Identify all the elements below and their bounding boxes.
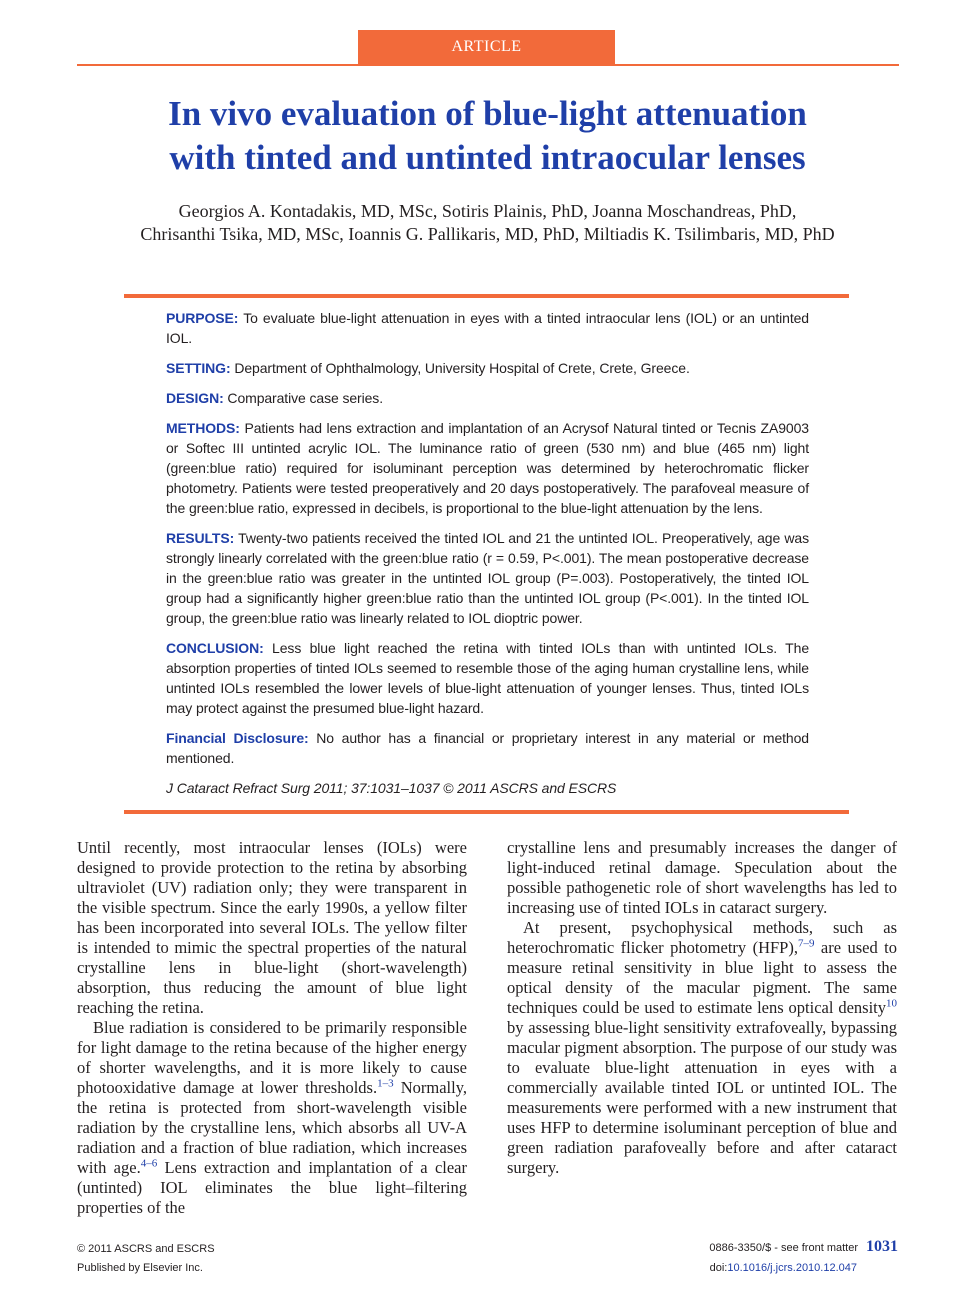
text-run: At present, psychophysical methods, such as heterochromatic flicker photometry (HFP),: [507, 918, 897, 957]
design-label: DESIGN:: [166, 390, 224, 406]
setting-text: Department of Ophthalmology, University Hospital of Crete, Crete, Greece.: [230, 360, 690, 376]
abstract-results: [166, 528, 809, 628]
journal-citation: J Cataract Refract Surg 2011; 37:1031–1037 © 2011 ASCRS and ESCRS: [166, 780, 617, 796]
abstract-design: [166, 388, 809, 408]
article-title: [60, 92, 915, 180]
abstract-disclosure: [166, 728, 809, 768]
body-paragraph: crystalline lens and presumably increases the danger of light-induced retinal damage. Speculation about the possible pathogenetic role of short wavelengths has led to increasing use of tinted IOLs in cataract surgery.: [507, 838, 897, 917]
body-paragraph: [507, 918, 897, 1178]
footer-issn: 0886-3350/$ - see front matter: [709, 1242, 858, 1254]
text-run: Blue radiation is considered to be primarily responsible for light damage to the retina because of the higher energy of shorter wavelengths, and it is more likely to cause photooxidative damage at lower thresholds.: [77, 1018, 467, 1097]
abstract-conclusion: [166, 638, 809, 718]
reference-link[interactable]: 7–9: [797, 937, 815, 950]
authors-line-2: Chrisanthi Tsika, MD, MSc, Ioannis G. Pallikaris, MD, PhD, Miltiadis K. Tsilimbaris, MD, PhD: [140, 224, 835, 244]
doi-link[interactable]: 10.1016/j.jcrs.2010.12.047: [727, 1262, 857, 1274]
footer-publisher: Published by Elsevier Inc.: [77, 1262, 203, 1274]
text-run: Lens extraction and implantation of a clear (untinted) IOL eliminates the blue light–filtering properties of the: [77, 1158, 467, 1217]
results-label: RESULTS:: [166, 530, 235, 546]
text-run: are used to measure retinal sensitivity in blue light to assess the optical density of the macular pigment. The same techniques could be used to estimate lens optical density: [507, 938, 897, 1017]
body-column-left: [77, 838, 467, 1218]
results-text: Twenty-two patients received the tinted IOL and 21 the untinted IOL. Preoperatively, age was strongly linearly correlated with the green:blue ratio (r = 0.59, P<.001). The mean postoperative decrease in the green:blue ratio was greater in the untinted IOL group (P=.003). Postoperatively, the tinted IOL group had a significantly higher green:blue ratio than the untinted IOL group (P<.001). In the tinted IOL group, the green:blue ratio was linearly related to IOL dioptric power.: [166, 530, 809, 626]
setting-label: SETTING:: [166, 360, 231, 376]
disclosure-label: Financial Disclosure:: [166, 730, 309, 746]
author-list: [60, 200, 915, 246]
body-paragraph: [77, 1018, 467, 1218]
article-type-banner: [0, 30, 975, 66]
conclusion-text: Less blue light reached the retina with tinted IOLs than with untinted IOLs. The absorption properties of tinted IOLs seemed to resemble those of the aging human crystalline lens, while untinted IOLs resembled the lower levels of blue-light attenuation of younger lenses. Thus, tinted IOLs may protect against the presumed blue-light hazard.: [166, 640, 809, 716]
doi-prefix: doi:: [709, 1262, 728, 1274]
text-run: Normally, the retina is protected from short-wavelength visible radiation by the crystalline lens, which absorbs all UV-A radiation and a fraction of blue radiation, which increases with age.: [77, 1078, 467, 1177]
conclusion-label: CONCLUSION:: [166, 640, 264, 656]
abstract-purpose: [166, 308, 809, 348]
abstract-methods: [166, 418, 809, 518]
purpose-label: PURPOSE:: [166, 310, 239, 326]
reference-link[interactable]: 1–3: [377, 1077, 394, 1090]
abstract-setting: [166, 358, 809, 378]
body-column-right: [507, 838, 897, 1178]
authors-line-1: Georgios A. Kontadakis, MD, MSc, Sotiris Plainis, PhD, Joanna Moschandreas, PhD,: [178, 201, 797, 221]
design-text: Comparative case series.: [223, 390, 383, 406]
header-rule: [77, 64, 899, 66]
purpose-text: To evaluate blue-light attenuation in eyes with a tinted intraocular lens (IOL) or an untinted IOL.: [166, 310, 809, 346]
footer-copyright: © 2011 ASCRS and ESCRS: [77, 1243, 215, 1255]
abstract-top-rule: [124, 294, 849, 298]
footer-issn-block: [709, 1238, 898, 1256]
text-run: by assessing blue-light sensitivity extrafoveally, bypassing macular pigment absorption. The purpose of our study was to evaluate blue-light attenuation in eyes with a commercially available tinted IOL or untinted IOL. The measurements were performed with a new instrument that uses HFP to determine isoluminant perception of blue and green radiation parafoveally before and after cataract surgery.: [507, 1018, 897, 1177]
methods-label: METHODS:: [166, 420, 240, 436]
disclosure-text: No author has a financial or proprietary interest in any material or method mentioned.: [166, 730, 809, 766]
body-paragraph: Until recently, most intraocular lenses (IOLs) were designed to provide protection to the retina by absorbing ultraviolet (UV) radiation only; they were transparent in the visible spectrum. Since the early 1990s, a yellow filter has been incorporated into several IOLs. The yellow filter is intended to mimic the spectral properties of the natural crystalline lens in blue-light (short-wavelength) absorption, thus reducing the amount of blue light reaching the retina.: [77, 838, 467, 1017]
abstract: [166, 308, 809, 808]
title-line-1: In vivo evaluation of blue-light attenuation: [168, 94, 807, 133]
reference-link[interactable]: 4–6: [140, 1157, 158, 1170]
methods-text: Patients had lens extraction and implantation of an Acrysof Natural tinted or Tecnis ZA9003 or Softec III untinted acrylic IOL. The luminance ratio of green (530 nm) and blue (465 nm) light (green:blue ratio) required for isoluminant perception was determined by heterochromatic flicker photometry. Patients were tested preoperatively and 20 days postoperatively. The parafoveal measure of the green:blue ratio, expressed in decibels, is proportional to the blue-light attenuation by the lens.: [166, 420, 809, 516]
page-number: 1031: [866, 1238, 898, 1255]
footer-doi: [710, 1262, 857, 1274]
reference-link[interactable]: 10: [886, 997, 897, 1010]
abstract-bottom-rule: [124, 810, 849, 814]
article-type-label: ARTICLE: [358, 30, 615, 64]
title-line-2: with tinted and untinted intraocular lenses: [169, 138, 806, 177]
